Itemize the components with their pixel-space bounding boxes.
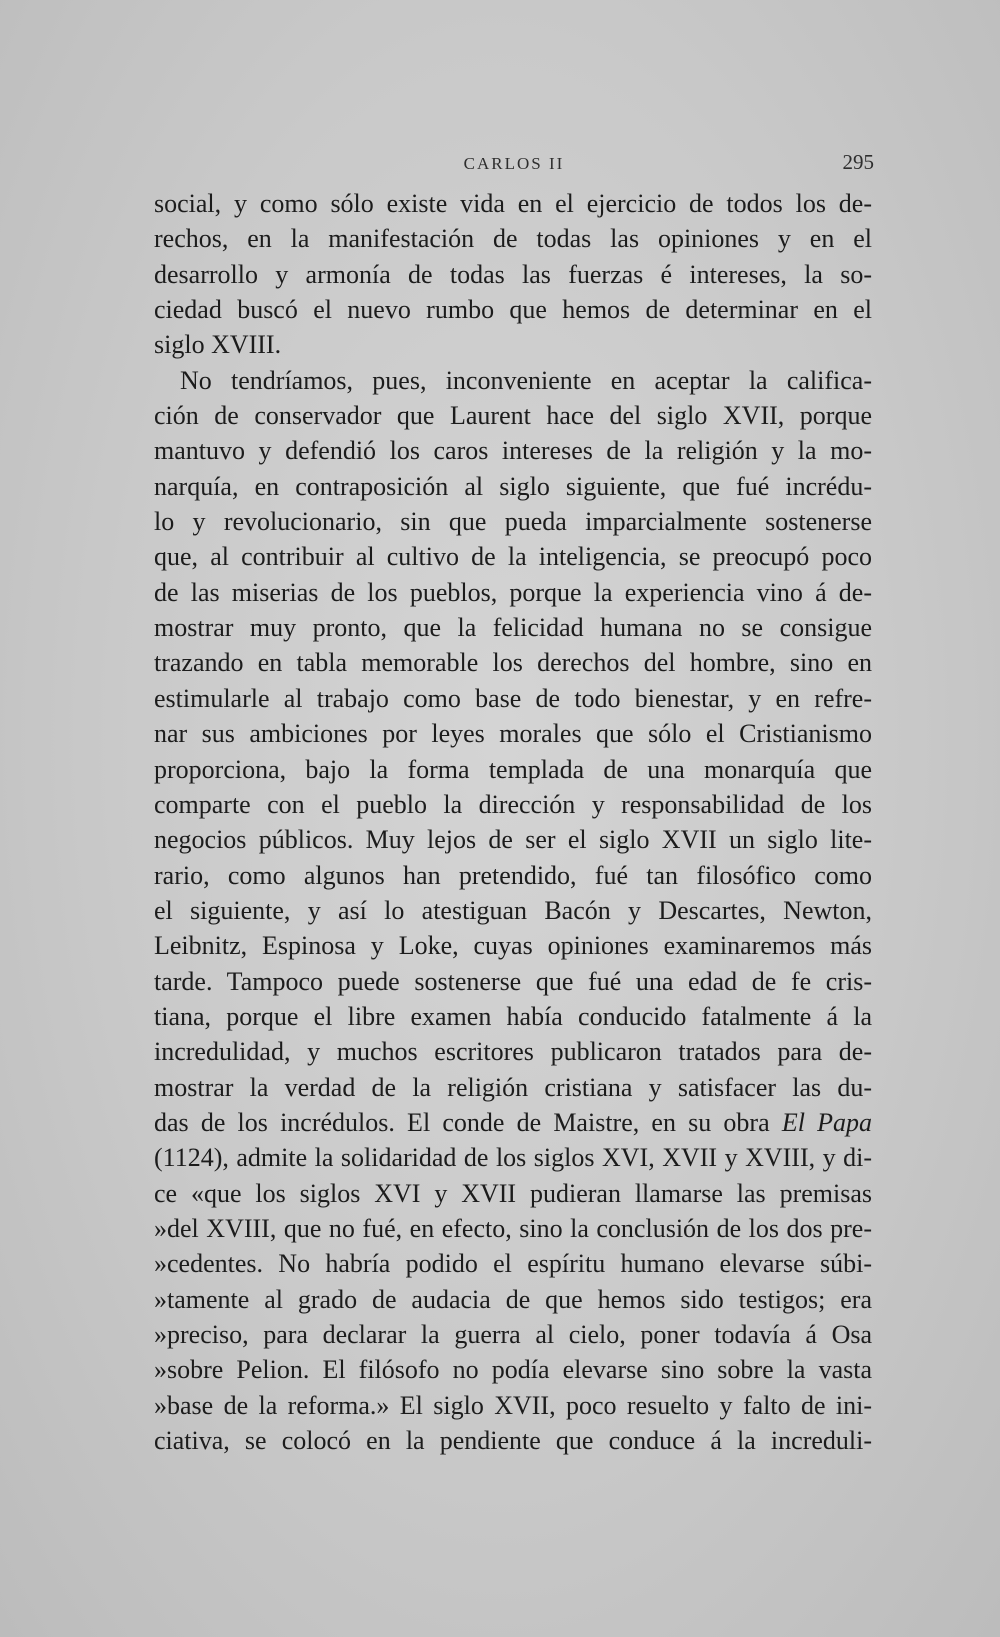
text-line: desarrollo y armonía de todas las fuerzas é intereses, la so-: [154, 259, 872, 289]
text-line: »del XVIII, que no fué, en efecto, sino la conclusión de los dos pre-: [154, 1213, 872, 1243]
text-line: ciativa, se colocó en la pendiente que conduce á la increduli-: [154, 1426, 872, 1456]
running-title: CARLOS II: [463, 154, 565, 173]
text-line-with-title: [154, 1105, 872, 1140]
text-line: lo y revolucionario, sin que pueda imparcialmente sostenerse: [154, 507, 872, 537]
work-title: El Papa: [781, 1107, 872, 1137]
paragraph-start-line: No tendríamos, pues, inconveniente en aceptar la califica-: [180, 365, 872, 395]
text-line: mostrar la verdad de la religión cristiana y satisfacer las du-: [154, 1072, 872, 1102]
text-line: ción de conservador que Laurent hace del siglo XVII, porque: [154, 401, 872, 431]
text-line: tarde. Tampoco puede sostenerse que fué una edad de fe cris-: [154, 966, 872, 996]
text-line: nar sus ambiciones por leyes morales que sólo el Cristianismo: [154, 719, 872, 749]
running-header: [154, 148, 874, 178]
text-line: de las miserias de los pueblos, porque la experiencia vino á de-: [154, 577, 872, 607]
text-line: tiana, porque el libre examen había conducido fatalmente á la: [154, 1001, 872, 1031]
text-line: mantuvo y defendió los caros intereses de la religión y la mo-: [154, 436, 872, 466]
page-number: 295: [842, 150, 874, 174]
text-line: mostrar muy pronto, que la felicidad humana no se consigue: [154, 613, 872, 643]
text-line: narquía, en contraposición al siglo siguiente, que fué incrédu-: [154, 471, 872, 501]
text-line: social, y como sólo existe vida en el ejercicio de todos los de-: [154, 189, 872, 218]
text-line: »base de la reforma.» El siglo XVII, poco resuelto y falto de ini-: [154, 1390, 872, 1420]
text-line: (1124), admite la solidaridad de los siglos XVI, XVII y XVIII, y di-: [154, 1143, 872, 1173]
body-text: [154, 186, 872, 1458]
text-line: »tamente al grado de audacia de que hemos sido testigos; era: [154, 1284, 872, 1314]
text-line: »cedentes. No habría podido el espíritu humano elevarse súbi-: [154, 1249, 872, 1279]
text-line: ciedad buscó el nuevo rumbo que hemos de determinar en el: [154, 295, 872, 325]
text-segment: das de los incrédulos. El conde de Maistre, en su obra: [154, 1107, 782, 1137]
text-line: trazando en tabla memorable los derechos del hombre, sino en: [154, 648, 872, 678]
text-line: incredulidad, y muchos escritores publicaron tratados para de-: [154, 1037, 872, 1067]
text-line: el siguiente, y así lo atestiguan Bacón y Descartes, Newton,: [154, 895, 872, 925]
text-line: »preciso, para declarar la guerra al cielo, poner todavía á Osa: [154, 1320, 872, 1349]
text-line: rechos, en la manifestación de todas las opiniones y en el: [154, 224, 872, 254]
text-line: rario, como algunos han pretendido, fué tan filosófico como: [154, 860, 872, 890]
text-line: »sobre Pelion. El filósofo no podía elevarse sino sobre la vasta: [154, 1355, 872, 1385]
text-line: que, al contribuir al cultivo de la inteligencia, se preocupó poco: [154, 542, 872, 572]
text-line: proporciona, bajo la forma templada de una monarquía que: [154, 754, 872, 784]
text-line: ce «que los siglos XVI y XVII pudieran llamarse las premisas: [154, 1178, 872, 1208]
text-line: siglo XVIII.: [154, 330, 282, 360]
text-line: estimularle al trabajo como base de todo bienestar, y en refre-: [154, 683, 872, 713]
text-line: comparte con el pueblo la dirección y responsabilidad de los: [154, 789, 872, 819]
text-line: negocios públicos. Muy lejos de ser el siglo XVII un siglo lite-: [154, 825, 872, 855]
text-line: Leibnitz, Espinosa y Loke, cuyas opiniones examinaremos más: [154, 931, 872, 961]
